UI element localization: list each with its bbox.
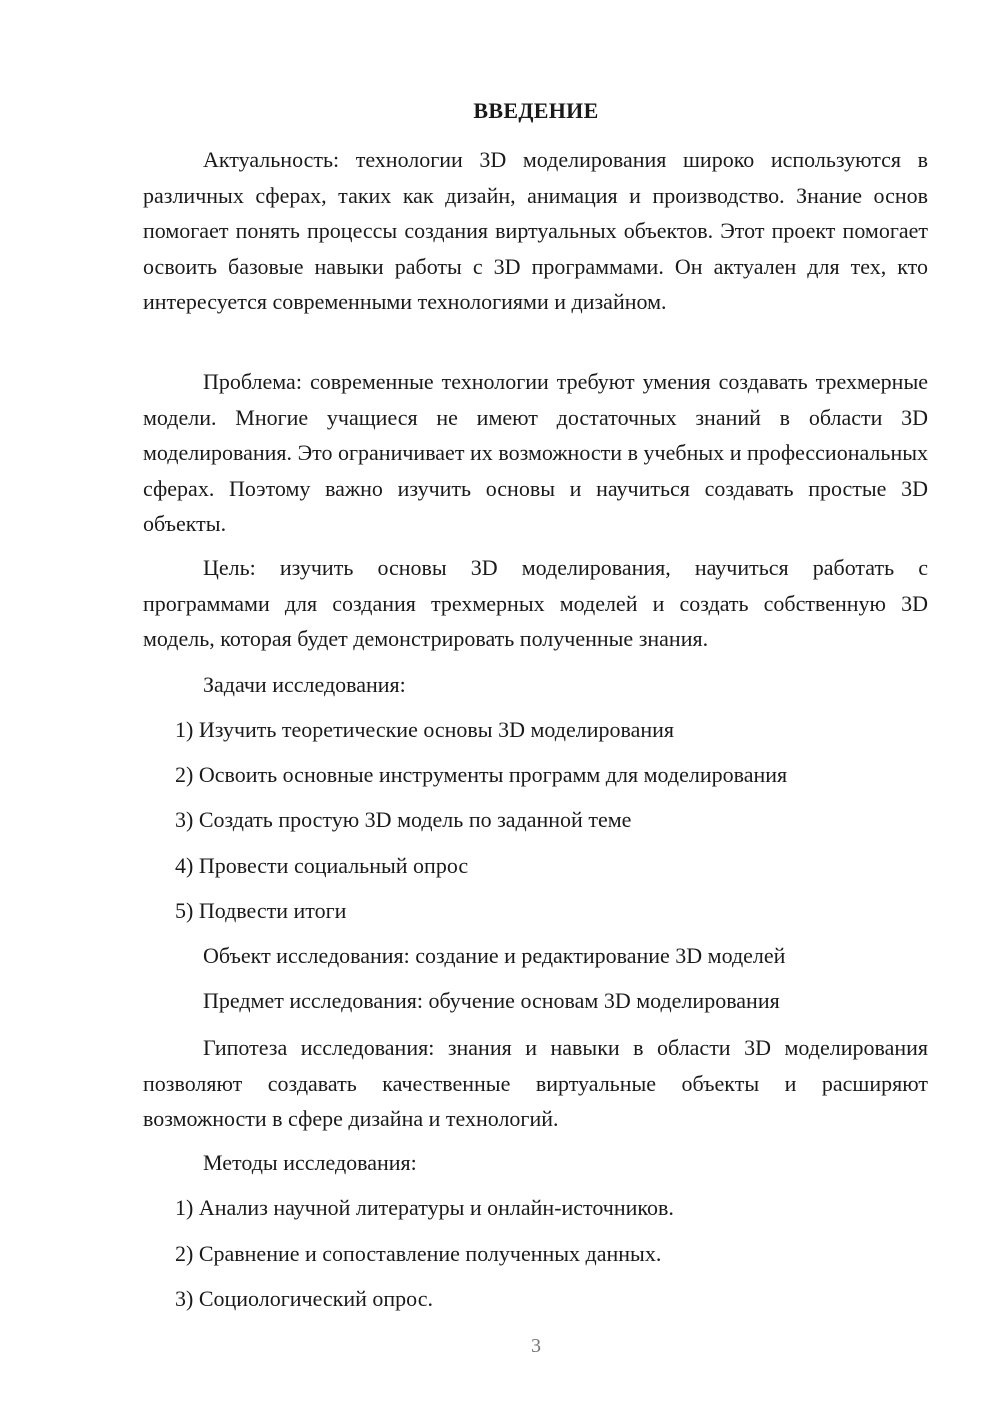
task-item: 3) Создать простую 3D модель по заданной теме bbox=[175, 807, 632, 832]
relevance-paragraph: Актуальность: технологии 3D моделирования широко используются в различных сферах, таких как дизайн, анимация и производство. Знание основ помогает понять процессы создания виртуальных объектов. Этот проект помогает освоить базовые навыки работы с 3D программами. Он актуален для тех, кто интересуется современными технологиями и дизайном. bbox=[143, 147, 928, 314]
task-item: 5) Подвести итоги bbox=[175, 898, 347, 923]
problem-paragraph: Проблема: современные технологии требуют умения создавать трехмерные модели. Многие учащиеся не имеют достаточных знаний в области 3D моделирования. Это ограничивает их возможности в учебных и профессиональных сферах. Поэтому важно изучить основы и научиться создавать простые 3D объекты. bbox=[143, 369, 928, 536]
research-subject: Предмет исследования: обучение основам 3D моделирования bbox=[203, 988, 780, 1013]
page-title: ВВЕДЕНИЕ bbox=[473, 98, 599, 123]
method-item: 1) Анализ научной литературы и онлайн-источников. bbox=[175, 1195, 674, 1220]
task-item: 2) Освоить основные инструменты программ для моделирования bbox=[175, 762, 788, 787]
hypothesis-paragraph: Гипотеза исследования: знания и навыки в области 3D моделирования позволяют создавать качественные виртуальные объекты и расширяют возможности в сфере дизайна и технологий. bbox=[143, 1035, 928, 1131]
method-item: 2) Сравнение и сопоставление полученных данных. bbox=[175, 1241, 662, 1266]
tasks-heading: Задачи исследования: bbox=[203, 672, 406, 697]
research-object: Объект исследования: создание и редактирование 3D моделей bbox=[203, 943, 786, 968]
method-item: 3) Социологический опрос. bbox=[175, 1286, 433, 1311]
page-number: 3 bbox=[531, 1335, 541, 1357]
methods-heading: Методы исследования: bbox=[203, 1150, 417, 1175]
goal-paragraph: Цель: изучить основы 3D моделирования, научиться работать с программами для создания трехмерных моделей и создать собственную 3D модель, которая будет демонстрировать полученные знания. bbox=[143, 555, 928, 651]
task-item: 4) Провести социальный опрос bbox=[175, 853, 469, 878]
task-item: 1) Изучить теоретические основы 3D моделирования bbox=[175, 717, 674, 742]
